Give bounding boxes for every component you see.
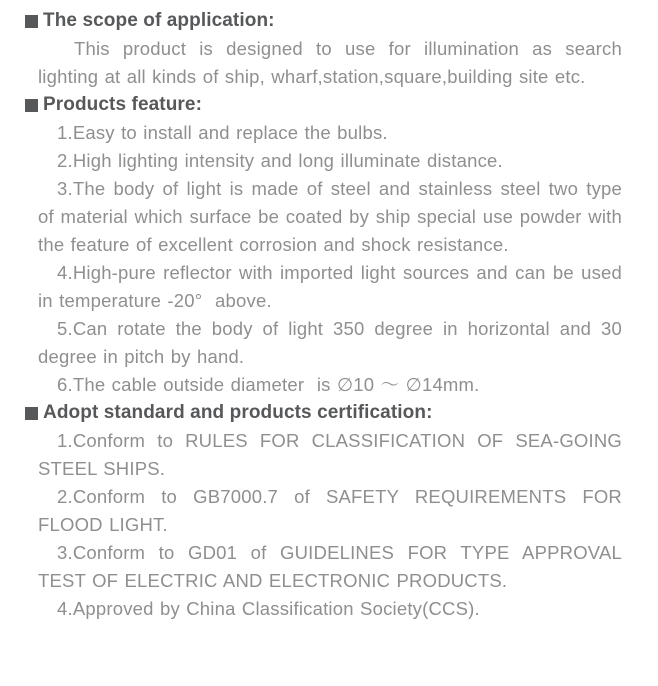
standard-item-1: 1.Conform to RULES FOR CLASSIFICATION OF SEA-GOING STEEL SHIPS. bbox=[38, 430, 622, 479]
section-heading bbox=[25, 91, 622, 119]
feature-item-4: 4.High-pure reflector with imported light sources and can be used in temperature -20° above. bbox=[38, 262, 622, 311]
feature-item-6: 6.The cable outside diameter is ∅10 ～ ∅14mm. bbox=[57, 374, 480, 395]
section-standards-certification bbox=[38, 399, 622, 623]
standard-item-4: 4.Approved by China Classification Society(CCS). bbox=[57, 598, 480, 619]
section-heading bbox=[25, 7, 622, 35]
section-heading-label: The scope of application: bbox=[43, 10, 275, 31]
feature-item-3: 3.The body of light is made of steel and stainless steel two type of material which surface be coated by ship special use powder with the feature of excellent corrosion and shock resistance. bbox=[38, 178, 622, 255]
paragraph-scope-description: This product is designed to use for illumination as search lighting at all kinds of ship, wharf,station,square,building site etc. bbox=[38, 38, 622, 87]
square-bullet-icon bbox=[25, 407, 38, 420]
square-bullet-icon bbox=[25, 15, 38, 28]
section-scope-of-application bbox=[38, 7, 622, 91]
section-heading-label: Products feature: bbox=[43, 94, 203, 115]
square-bullet-icon bbox=[25, 99, 38, 112]
section-heading bbox=[25, 399, 622, 427]
standard-item-3: 3.Conform to GD01 of GUIDELINES FOR TYPE APPROVAL TEST OF ELECTRIC AND ELECTRONIC PRODUCTS. bbox=[38, 542, 622, 591]
standard-item-2: 2.Conform to GB7000.7 of SAFETY REQUIREMENTS FOR FLOOD LIGHT. bbox=[38, 486, 622, 535]
feature-item-5: 5.Can rotate the body of light 350 degree in horizontal and 30 degree in pitch by hand. bbox=[38, 318, 622, 367]
section-heading-label: Adopt standard and products certification: bbox=[43, 402, 433, 423]
section-products-feature bbox=[38, 91, 622, 399]
feature-item-1: 1.Easy to install and replace the bulbs. bbox=[57, 122, 388, 143]
feature-item-2: 2.High lighting intensity and long illuminate distance. bbox=[57, 150, 503, 171]
